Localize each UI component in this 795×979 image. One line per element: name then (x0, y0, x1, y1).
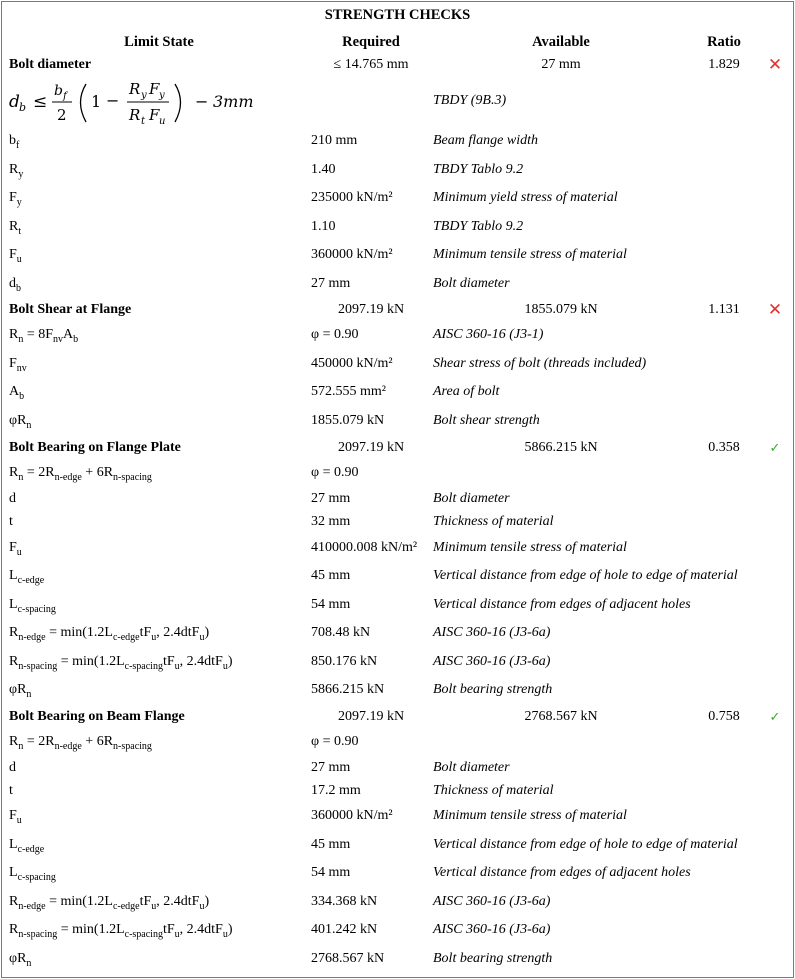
formula-rn: $R_n = 2R_{n-edge} + 6R_{n-spacing}$ (9, 465, 152, 483)
header-limit-state: Limit State (124, 34, 194, 50)
value: 410000.008 kN/m² (311, 540, 418, 555)
symbol-bf: $b_f$ (9, 133, 20, 151)
value: 2768.567 kN (311, 951, 385, 966)
symbol-lc-spacing: $L_{c-spacing}$ (9, 865, 56, 883)
section-name: Bolt Bearing on Flange Plate (9, 440, 181, 455)
description: Bolt diameter (433, 491, 510, 506)
symbol-rt: $R_t$ (9, 219, 22, 237)
header-available: Available (532, 34, 590, 50)
svg-text:y: y (141, 90, 147, 101)
value: 27 mm (311, 276, 351, 291)
value: 450000 kN/m² (311, 356, 393, 371)
symbol-fu: $F_u$ (9, 247, 22, 265)
svg-text:y: y (159, 90, 165, 101)
symbol-t: t (9, 514, 13, 529)
value: 850.176 kN (311, 654, 378, 669)
description: AISC 360-16 (J3-6a) (433, 922, 551, 937)
section-name: Bolt Bearing on Beam Flange (9, 709, 185, 724)
description: Thickness of material (433, 514, 554, 529)
available-value: 27 mm (541, 57, 581, 72)
description: Bolt diameter (433, 276, 510, 291)
value: 17.2 mm (311, 783, 361, 798)
description: Minimum tensile stress of material (433, 808, 627, 823)
svg-text:R: R (129, 80, 141, 98)
symbol-phirn: $\varphi R_n$ (9, 951, 32, 969)
value: 45 mm (311, 837, 351, 852)
description: AISC 360-16 (J3-6a) (433, 894, 551, 909)
symbol-d: d (9, 760, 16, 775)
value: 27 mm (311, 760, 351, 775)
description: Shear stress of bolt (threads included) (433, 356, 647, 371)
svg-text:1: 1 (91, 92, 102, 111)
symbol-phirn: $\varphi R_n$ (9, 413, 32, 431)
formula-row (0, 76, 795, 128)
description: TBDY Tablo 9.2 (433, 162, 524, 177)
phi-value: φ = 0.90 (311, 465, 359, 480)
header-required: Required (342, 34, 400, 50)
svg-text:f: f (63, 91, 67, 102)
required-value: 2097.19 kN (337, 709, 405, 724)
value: 1.40 (311, 162, 336, 177)
description: Bolt shear strength (433, 413, 540, 428)
svg-text:F: F (149, 80, 160, 98)
symbol-db: $d_b$ (9, 276, 21, 294)
svg-text:−: − (195, 92, 209, 111)
value: 401.242 kN (311, 922, 378, 937)
formula-reference: TBDY (9B.3) (433, 93, 507, 108)
svg-text:b: b (19, 101, 27, 114)
symbol-t: t (9, 783, 13, 798)
symbol-lc-spacing: $L_{c-spacing}$ (9, 597, 56, 615)
required-value: 2097.19 kN (337, 440, 405, 455)
symbol-d: d (9, 491, 16, 506)
available-value: 2768.567 kN (524, 709, 598, 724)
description: Minimum tensile stress of material (433, 540, 627, 555)
value: 27 mm (311, 491, 351, 506)
description: AISC 360-16 (J3-6a) (433, 625, 551, 640)
description: Beam flange width (433, 133, 538, 148)
symbol-lc-edge: $L_{c-edge}$ (9, 837, 45, 855)
description: Vertical distance from edge of hole to edge of material (433, 837, 738, 852)
value: 334.368 kN (311, 894, 378, 909)
available-value: 1855.079 kN (524, 302, 598, 317)
description: Minimum tensile stress of material (433, 247, 627, 262)
svg-text:d: d (9, 92, 20, 112)
description: AISC 360-16 (J3-6a) (433, 654, 551, 669)
symbol-fu: $F_u$ (9, 808, 22, 826)
symbol-fu: $F_u$ (9, 540, 22, 558)
phi-value: φ = 0.90 (311, 327, 359, 342)
value: 1.10 (311, 219, 336, 234)
value: 45 mm (311, 568, 351, 583)
cross-icon: ✕ (767, 55, 783, 75)
symbol-fnv: $F_{nv}$ (9, 356, 27, 374)
bolt-diameter-formula (7, 76, 267, 128)
description: Area of bolt (433, 384, 500, 399)
value: 235000 kN/m² (311, 190, 393, 205)
description: Bolt diameter (433, 760, 510, 775)
value: 1855.079 kN (311, 413, 385, 428)
description: Minimum yield stress of material (433, 190, 618, 205)
description: Thickness of material (433, 783, 554, 798)
formula-rn: $R_n = 2R_{n-edge} + 6R_{n-spacing}$ (9, 734, 152, 752)
description: Vertical distance from edge of hole to edge of material (433, 568, 738, 583)
table-frame (1, 1, 794, 978)
section-name: Bolt Shear at Flange (9, 302, 132, 317)
formula-rn-edge: $R_{n-edge} = \min(1.2L_{c-edge}tF_u$, 2.4dtF$_u$) (9, 625, 210, 643)
value: 360000 kN/m² (311, 247, 393, 262)
symbol-lc-edge: $L_{c-edge}$ (9, 568, 45, 586)
svg-text:R: R (129, 106, 141, 124)
svg-text:u: u (159, 116, 166, 127)
check-icon: ✓ (769, 441, 781, 456)
value: 708.48 kN (311, 625, 371, 640)
symbol-fy: $F_y$ (9, 190, 22, 208)
formula-rn: $R_n = 8F_{nv}A_b$ (9, 327, 79, 345)
cross-icon: ✕ (767, 300, 783, 320)
value: 360000 kN/m² (311, 808, 393, 823)
description: Bolt bearing strength (433, 682, 553, 697)
phi-value: φ = 0.90 (311, 734, 359, 749)
svg-text:2: 2 (57, 106, 67, 124)
description: Vertical distance from edges of adjacent holes (433, 597, 691, 612)
required-value: ≤ 14.765 mm (333, 57, 409, 72)
svg-text:≤: ≤ (33, 92, 48, 112)
svg-text:−: − (106, 91, 120, 110)
formula-rn-edge: $R_{n-edge} = \min(1.2L_{c-edge}tF_u$, 2.4dtF$_u$) (9, 894, 210, 912)
required-value: 2097.19 kN (337, 302, 405, 317)
check-icon: ✓ (769, 710, 781, 725)
ratio-value: 0.358 (708, 440, 740, 455)
symbol-phirn: $\varphi R_n$ (9, 682, 32, 700)
svg-text:t: t (141, 116, 146, 127)
value: 54 mm (311, 597, 351, 612)
header-ratio: Ratio (707, 34, 741, 50)
value: 32 mm (311, 514, 351, 529)
svg-text:3mm: 3mm (213, 92, 254, 111)
symbol-ab: $A_b$ (9, 384, 25, 402)
formula-rn-spacing: $R_{n-spacing} = \min(1.2L_{c-spacing}tF_u$, 2.4dtF$_u$) (9, 654, 233, 672)
value: 572.555 mm² (311, 384, 386, 399)
description: Vertical distance from edges of adjacent holes (433, 865, 691, 880)
description: TBDY Tablo 9.2 (433, 219, 524, 234)
svg-text:F: F (149, 106, 160, 124)
value: 54 mm (311, 865, 351, 880)
section-name: Bolt diameter (9, 57, 92, 72)
page-title: STRENGTH CHECKS (324, 7, 471, 23)
description: Bolt bearing strength (433, 951, 553, 966)
ratio-value: 1.131 (708, 302, 740, 317)
description: AISC 360-16 (J3-1) (433, 327, 544, 342)
available-value: 5866.215 kN (524, 440, 598, 455)
symbol-ry: $R_y$ (9, 162, 24, 180)
value: 210 mm (311, 133, 358, 148)
svg-text:b: b (54, 83, 63, 99)
value: 5866.215 kN (311, 682, 385, 697)
ratio-value: 1.829 (708, 57, 740, 72)
ratio-value: 0.758 (708, 709, 740, 724)
formula-rn-spacing: $R_{n-spacing} = \min(1.2L_{c-spacing}tF_u$, 2.4dtF$_u$) (9, 922, 233, 940)
